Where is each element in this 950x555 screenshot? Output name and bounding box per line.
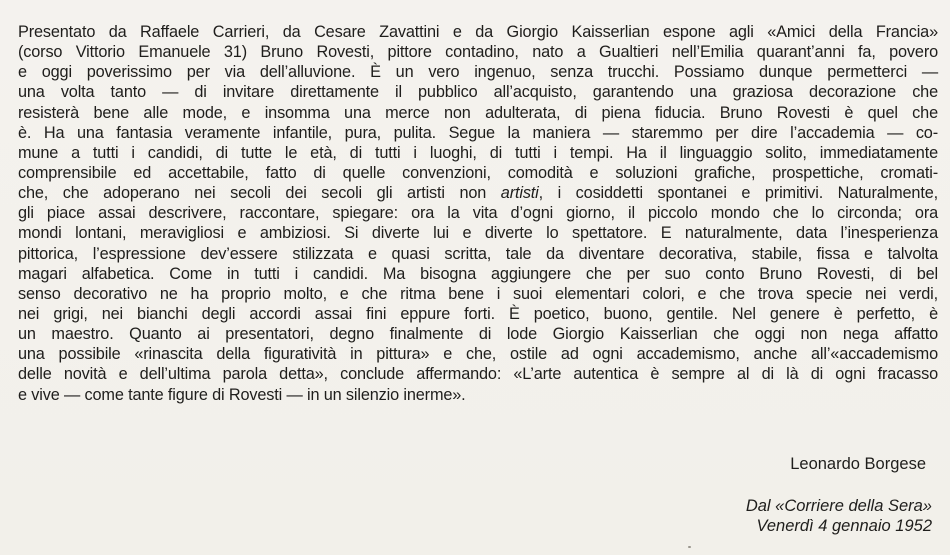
article-line-9-italic: artisti [500,184,539,203]
article-line-13: magari alfabetica. Come in tutti i candidi. Ma bisogna aggiungere che per suo conto Bruno Rovesti, di bel [18,264,938,283]
article-line-14: senso decorativo ne ha proprio molto, e che ritma bene i suoi elementari colori, e che trova specie nei verdi, [18,284,938,303]
paper-speck [688,546,691,548]
article-line-19: e vive — come tante figure di Rovesti — in un silenzio inerme». [18,385,466,404]
source-newspaper: Dal «Corriere della Sera» [745,497,932,515]
source-date: Venerdì 4 gennaio 1952 [756,517,932,535]
author-signature: Leonardo Borgese [790,455,926,473]
article-line-1: Presentato da Raffaele Carrieri, da Cesare Zavattini e da Giorgio Kaisserlian espone agli «Amici della Francia» [18,23,938,41]
article-line-10: gli piace assai descrivere, raccontare, spiegare: ora la vita d’ogni giorno, il piccolo mondo che lo circonda; ora [18,204,938,223]
article-line-16: un maestro. Quanto ai presentatori, degno finalmente di lode Giorgio Kaisserlian che oggi non nega affatto [18,325,938,344]
article-line-15: nei grigi, nei bianchi degli accordi assai fini eppure forti. È poetico, buono, gentile. Nel genere è perfetto, è [18,304,938,323]
article-line-12: pittorica, l’espressione dev’essere stilizzata e quasi scritta, tale da diventare decorativa, stabile, fissa e talvolta [18,244,938,263]
article-line-4: una volta tanto — di invitare direttamente il pubblico all’acquisto, garantendo una graziosa decorazione che [18,83,938,102]
article-body [18,22,938,405]
article-line-18: delle novità e dell’ultima parola detta», conclude affermando: «L’arte autentica è sempre al di là di ogni fracasso [18,365,938,384]
article-line-11: mondi lontani, meravigliosi e ambiziosi. Si diverte lui e diverte lo spettatore. E naturalmente, data l’inesperienza [18,224,938,243]
article-line-8: comprensibile ed accettabile, fatto di quelle convenzioni, comodità e soluzioni grafiche, prospettiche, cromati- [18,163,938,182]
article-line-9-start: che, che adoperano nei secoli dei secoli gli artisti non [18,184,501,203]
article-line-17: una possibile «rinascita della figuratività in pittura» e che, ostile ad ogni accademismo, anche all’«accademismo [18,345,938,364]
article-line-9 [18,183,938,203]
article-line-9-end: , i cosiddetti spontanei e primitivi. Naturalmente, [538,184,938,203]
article-line-2: (corso Vittorio Emanuele 31) Bruno Rovesti, pittore contadino, nato a Gualtieri nell’Emilia quarant’anni fa, povero [18,43,938,62]
article-line-6: è. Ha una fantasia veramente infantile, pura, pulita. Segue la maniera — staremmo per dire l’accademia — co- [18,123,938,142]
article-line-7: mune a tutti i candidi, di tutte le età, di tutti i luoghi, di tutti i tempi. Ha il linguaggio solito, immediatamente [18,143,938,162]
article-line-3: e oggi poverissimo per via dell’alluvione. È un vero ingenuo, senza trucchi. Possiamo dunque permetterci — [18,63,938,82]
article-line-5: resisterà bene alle mode, e insomma una merce non adulterata, di piena fiducia. Bruno Rovesti è quel che [18,103,938,122]
source-citation [746,496,932,536]
